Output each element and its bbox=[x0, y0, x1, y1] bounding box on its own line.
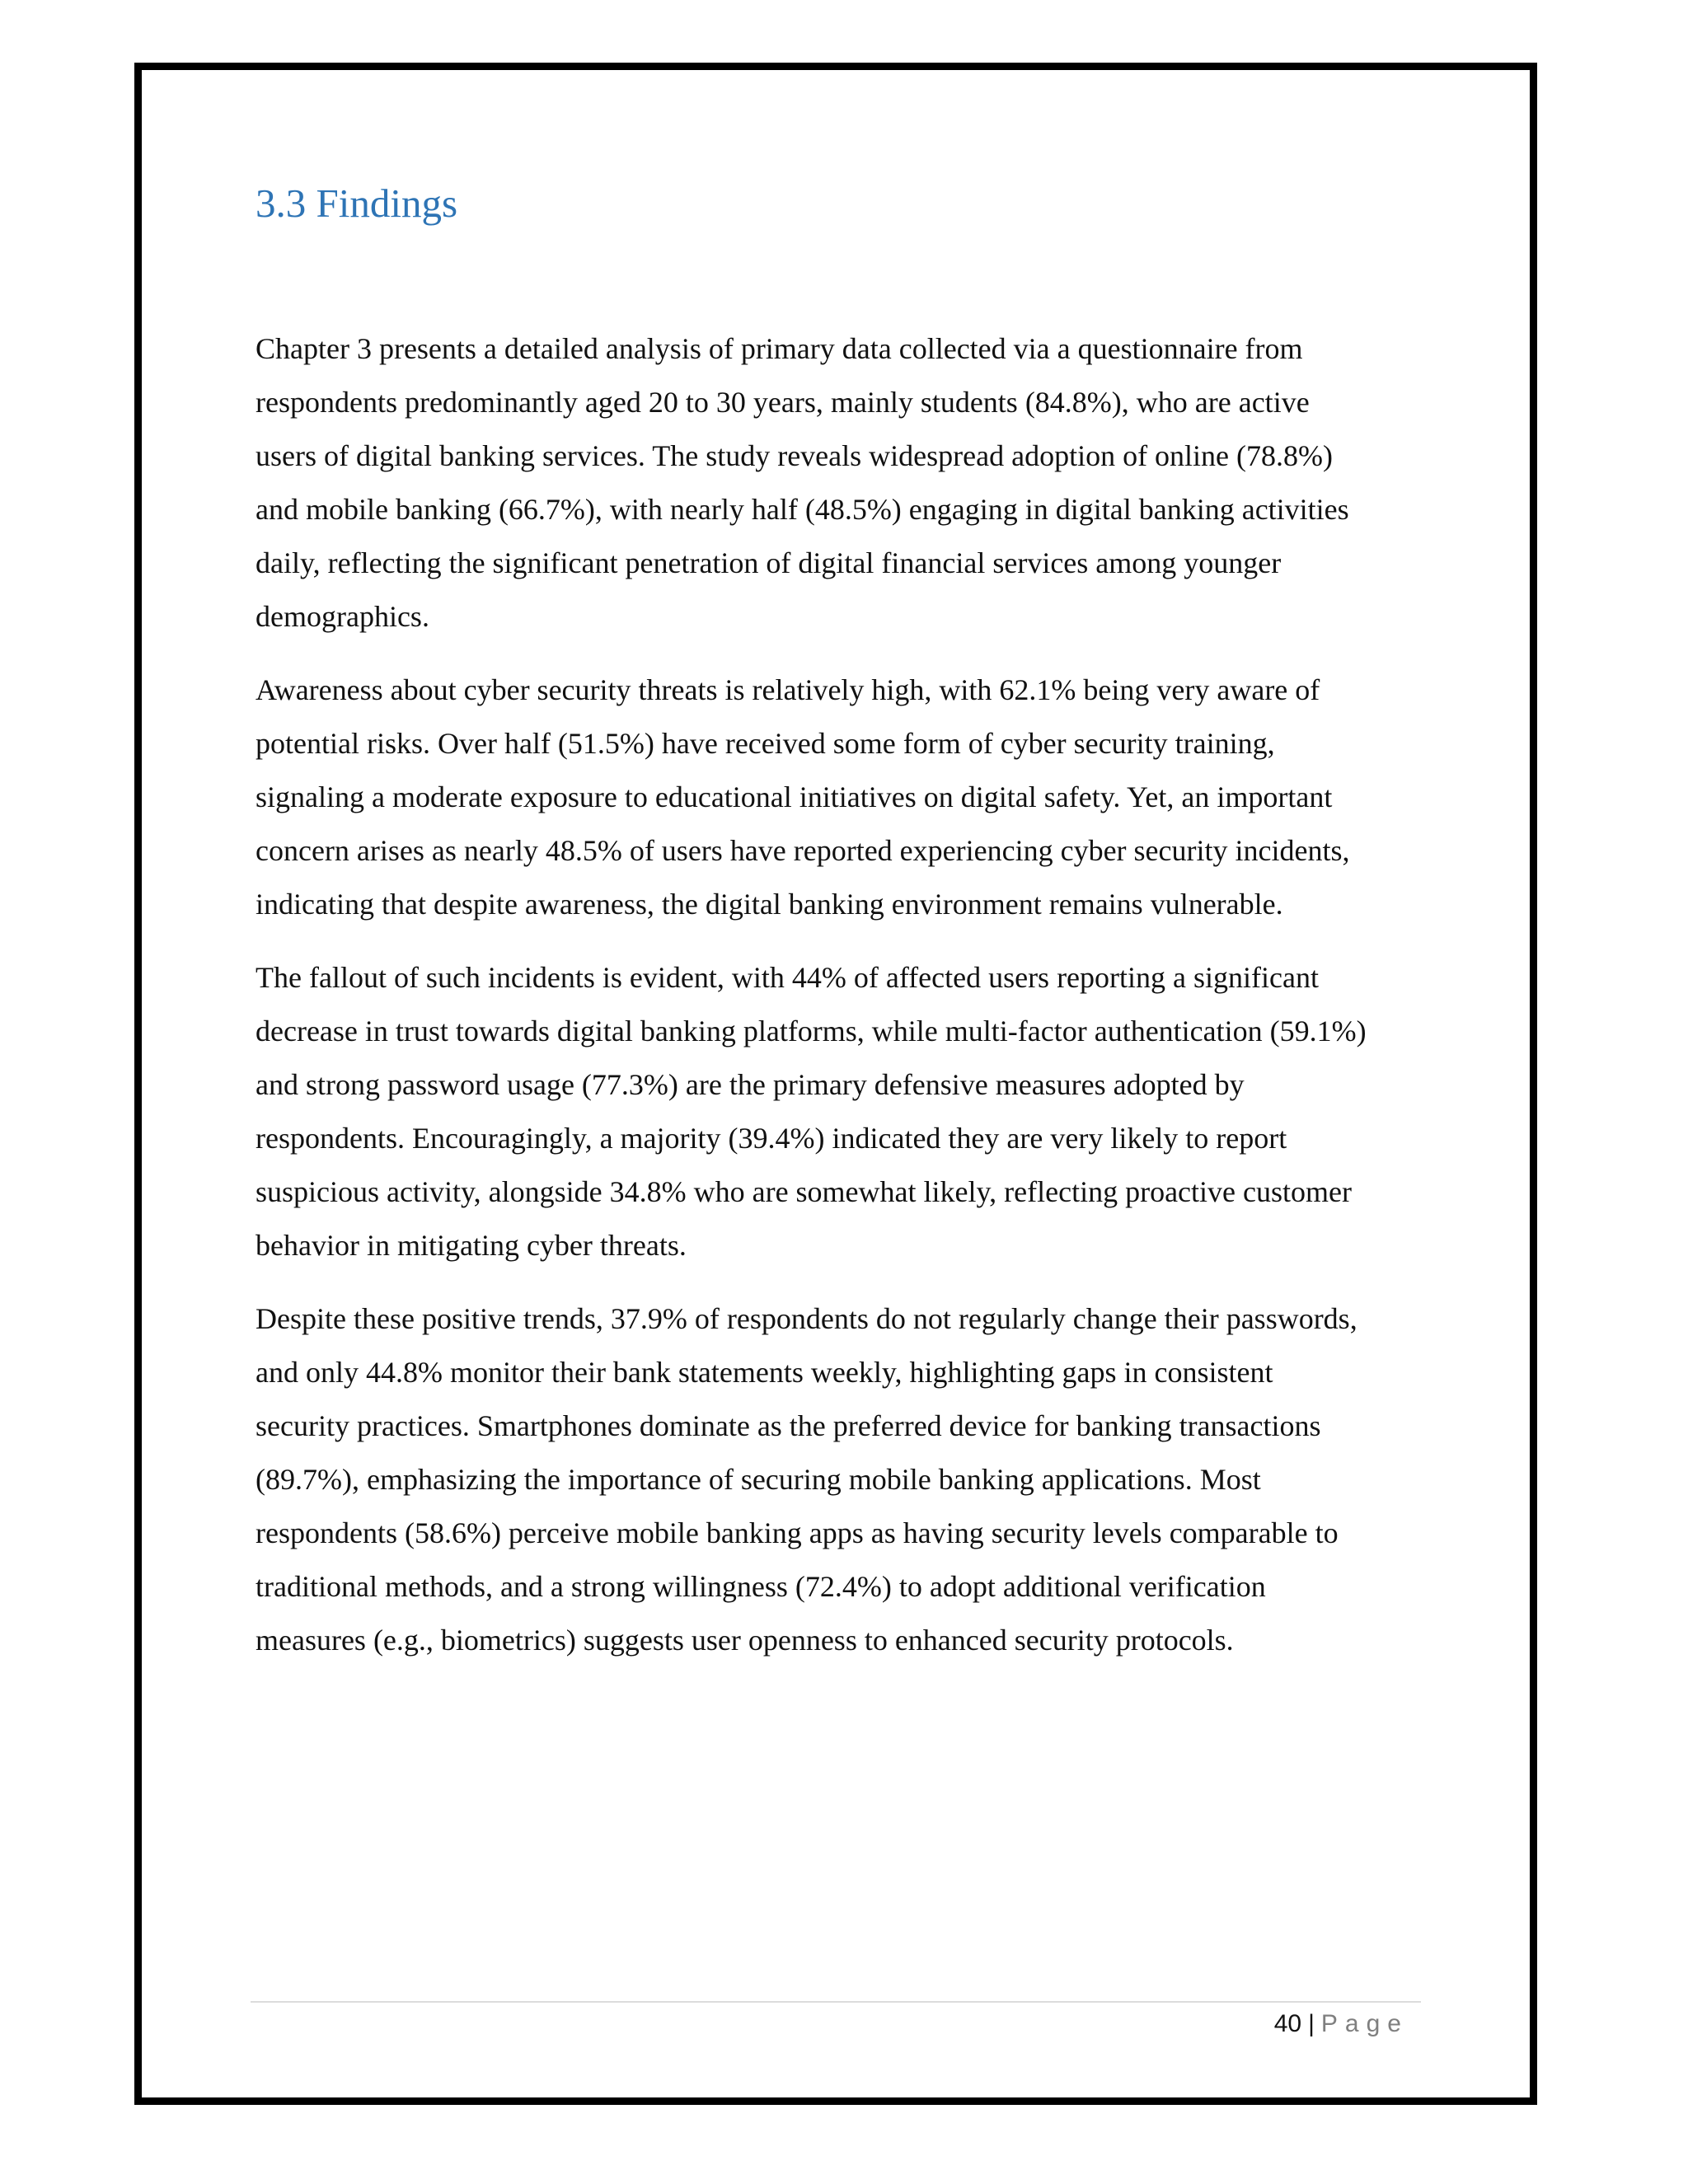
text-line: decrease in trust towards digital banking platforms, while multi-factor authentication (59.1%) bbox=[256, 1015, 1367, 1047]
text-line: respondents (58.6%) perceive mobile banking apps as having security levels comparable to bbox=[256, 1516, 1339, 1549]
text-line: (89.7%), emphasizing the importance of securing mobile banking applications. Most bbox=[256, 1463, 1261, 1496]
text-line: respondents. Encouragingly, a majority (39.4%) indicated they are very likely to report bbox=[256, 1122, 1287, 1155]
text-line: and strong password usage (77.3%) are the primary defensive measures adopted by bbox=[256, 1068, 1245, 1101]
text-line: security practices. Smartphones dominate as the preferred device for banking transactions bbox=[256, 1409, 1321, 1442]
text-line: signaling a moderate exposure to educational initiatives on digital safety. Yet, an important bbox=[256, 780, 1333, 813]
text-line: measures (e.g., biometrics) suggests user openness to enhanced security protocols. bbox=[256, 1624, 1234, 1657]
paragraph-4 bbox=[256, 1292, 1426, 1667]
page-number: 40 bbox=[1273, 2010, 1302, 2037]
page-label: Page bbox=[1320, 2010, 1409, 2037]
text-line: Chapter 3 presents a detailed analysis of primary data collected via a questionnaire from bbox=[256, 332, 1303, 365]
page-footer bbox=[1274, 2008, 1409, 2041]
text-line: respondents predominantly aged 20 to 30 years, mainly students (84.8%), who are active bbox=[256, 386, 1310, 419]
text-line: and only 44.8% monitor their bank statements weekly, highlighting gaps in consistent bbox=[256, 1356, 1273, 1389]
text-line: users of digital banking services. The study reveals widespread adoption of online (78.8%) bbox=[256, 439, 1334, 472]
text-line: The fallout of such incidents is evident, with 44% of affected users reporting a significant bbox=[256, 961, 1319, 994]
paragraph-2 bbox=[256, 663, 1426, 931]
text-line: traditional methods, and a strong willingness (72.4%) to adopt additional verification bbox=[256, 1570, 1266, 1603]
paragraph-3 bbox=[256, 951, 1426, 1272]
text-line: suspicious activity, alongside 34.8% who are somewhat likely, reflecting proactive customer bbox=[256, 1175, 1352, 1208]
footer-separator: | bbox=[1308, 2010, 1315, 2037]
section-heading: 3.3 Findings bbox=[256, 180, 458, 226]
text-line: concern arises as nearly 48.5% of users have reported experiencing cyber security incidents, bbox=[256, 834, 1350, 867]
text-line: indicating that despite awareness, the digital banking environment remains vulnerable. bbox=[256, 888, 1283, 921]
text-line: potential risks. Over half (51.5%) have received some form of cyber security training, bbox=[256, 727, 1275, 760]
text-line: demographics. bbox=[256, 600, 429, 633]
paragraph-1 bbox=[256, 322, 1426, 644]
footer-divider bbox=[251, 2001, 1421, 2003]
text-line: and mobile banking (66.7%), with nearly half (48.5%) engaging in digital banking activities bbox=[256, 493, 1349, 526]
text-line: daily, reflecting the significant penetration of digital financial services among younger bbox=[256, 546, 1282, 579]
text-line: behavior in mitigating cyber threats. bbox=[256, 1229, 687, 1262]
text-line: Awareness about cyber security threats is relatively high, with 62.1% being very aware of bbox=[256, 673, 1320, 706]
body-text bbox=[256, 322, 1426, 1687]
text-line: Despite these positive trends, 37.9% of respondents do not regularly change their passwords, bbox=[256, 1302, 1357, 1335]
